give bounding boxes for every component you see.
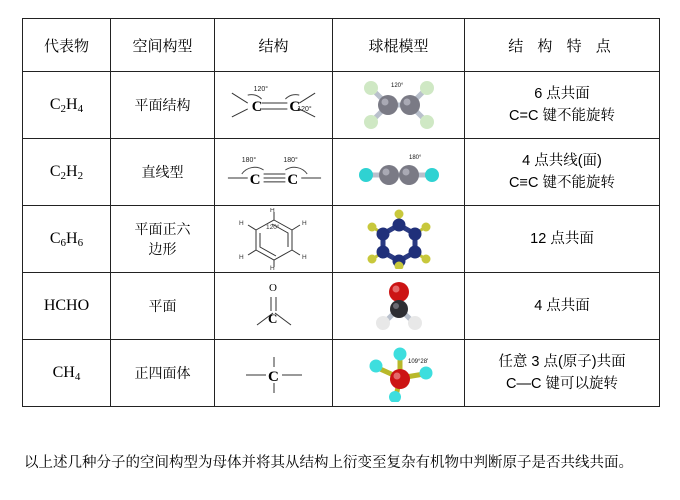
table-row [23, 340, 660, 407]
benzene-structure-svg [222, 208, 326, 270]
svg-text:H: H [301, 254, 307, 261]
ethene-structural-formula-icon [218, 74, 329, 136]
table-header-row [23, 19, 660, 72]
svg-text:180°: 180° [283, 157, 298, 165]
cell-geometry: 正四面体 [111, 340, 215, 407]
table-row [23, 273, 660, 340]
benzene-model-svg [361, 209, 437, 269]
ethene-structure-svg [218, 77, 329, 133]
formula-ch4: $CH_4$ [52, 363, 81, 383]
formula-c6h6: $C_6H_6$ [49, 229, 84, 249]
feature-line: 6 点共面 [534, 85, 590, 102]
cell-formula [23, 340, 111, 407]
table-row [23, 72, 660, 139]
svg-text:C: C [267, 311, 277, 326]
benzene-ball-and-stick-model-icon [336, 208, 461, 270]
table-body [23, 72, 660, 407]
formula-c2h4: $C_2H_4$ [49, 95, 84, 115]
header-structure: 结构 [215, 19, 333, 72]
formaldehyde-ball-and-stick-model-icon [336, 275, 461, 337]
feature-line: C—C 键可以旋转 [506, 376, 618, 392]
formula-c2h2: $C_2H_2$ [49, 162, 84, 182]
svg-text:120°: 120° [297, 105, 312, 113]
cell-formula [23, 139, 111, 206]
svg-text:H: H [238, 220, 244, 227]
header-structural-features: 结 构 特 点 [465, 19, 660, 72]
table-header [23, 19, 660, 72]
feature-line: C=C 键不能旋转 [509, 108, 615, 124]
svg-text:H: H [269, 208, 275, 214]
feature-line: 任意 3 点(原子)共面 [498, 353, 626, 370]
feature-line: 12 点共面 [530, 230, 594, 247]
formaldehyde-structure-svg [231, 277, 317, 335]
svg-text:C: C [287, 171, 299, 188]
feature-line: C≡C 键不能旋转 [509, 175, 615, 191]
cell-structure [215, 72, 333, 139]
svg-text:H: H [269, 265, 275, 270]
header-representative: 代表物 [23, 19, 111, 72]
cell-features [465, 340, 660, 407]
cell-model [333, 273, 465, 340]
ethene-ball-and-stick-model-icon [336, 74, 461, 136]
cell-features [465, 72, 660, 139]
ethyne-structural-formula-icon [218, 141, 329, 203]
svg-text:C: C [289, 98, 301, 115]
cell-structure [215, 340, 333, 407]
ethene-model-svg [353, 76, 445, 134]
cell-model [333, 340, 465, 407]
ethyne-ball-and-stick-model-icon [336, 141, 461, 203]
svg-text:120°: 120° [265, 224, 279, 231]
svg-text:C: C [251, 98, 263, 115]
header-spatial-geometry: 空间构型 [111, 19, 215, 72]
cell-structure [215, 273, 333, 340]
svg-text:120°: 120° [390, 83, 403, 89]
svg-text:C: C [249, 171, 261, 188]
cell-features [465, 273, 660, 340]
cell-geometry: 平面结构 [111, 72, 215, 139]
header-ball-stick-model: 球棍模型 [333, 19, 465, 72]
svg-text:H: H [301, 220, 307, 227]
methane-structural-formula-icon [218, 342, 329, 404]
methane-model-svg [356, 344, 442, 402]
svg-text:H: H [238, 254, 244, 261]
cell-structure [215, 206, 333, 273]
cell-features [465, 206, 660, 273]
table-row [23, 139, 660, 206]
benzene-structural-formula-icon [218, 208, 329, 270]
cell-formula [23, 72, 111, 139]
formaldehyde-model-svg [359, 278, 439, 334]
feature-line: 4 点共面 [534, 297, 590, 314]
cell-features [465, 139, 660, 206]
feature-line: 4 点共线(面) [522, 152, 602, 169]
ethyne-model-svg [353, 147, 445, 197]
footnote-text: 以上述几种分子的空间构型为母体并将其从结构上衍变至复杂有机物中判断原子是否共线共面。 [24, 455, 633, 471]
molecular-geometry-table [22, 18, 660, 407]
cell-geometry: 平面 [111, 273, 215, 340]
svg-text:O: O [268, 282, 277, 294]
table-row [23, 206, 660, 273]
methane-ball-and-stick-model-icon [336, 342, 461, 404]
svg-text:180°: 180° [408, 155, 421, 161]
cell-model [333, 206, 465, 273]
cell-geometry: 直线型 [111, 139, 215, 206]
svg-text:120°: 120° [253, 86, 269, 94]
methane-structure-svg [228, 347, 320, 399]
svg-text:180°: 180° [241, 157, 257, 165]
cell-structure [215, 139, 333, 206]
ethyne-structure-svg [218, 144, 329, 200]
cell-model [333, 139, 465, 206]
cell-formula: HCHO [23, 273, 111, 340]
cell-formula [23, 206, 111, 273]
svg-text:C: C [267, 369, 279, 385]
formaldehyde-structural-formula-icon [218, 275, 329, 337]
svg-text:109°28': 109°28' [407, 359, 428, 365]
cell-model [333, 72, 465, 139]
cell-geometry: 平面正六 边形 [111, 206, 215, 273]
